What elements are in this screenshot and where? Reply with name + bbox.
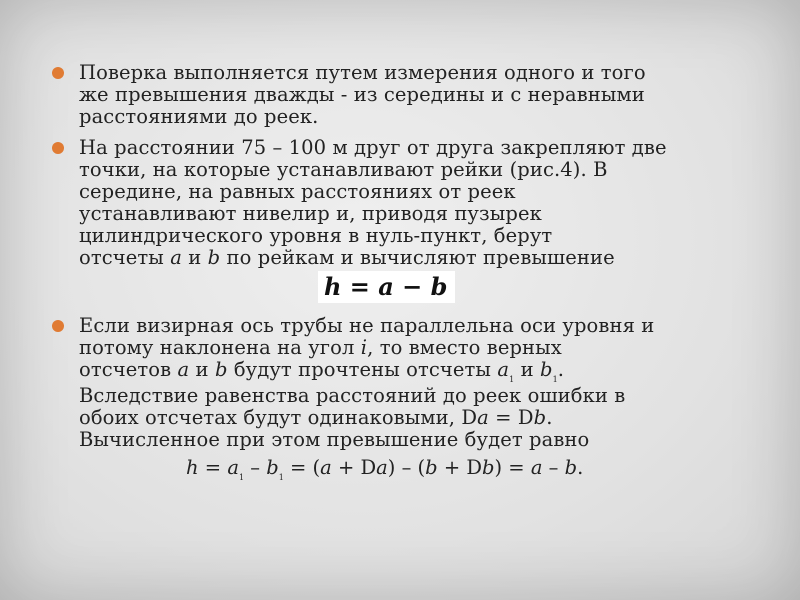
bullet-icon	[52, 320, 64, 332]
text-line: устанавливают нивелир и, приводя пузырек	[79, 202, 542, 225]
variable-b: b	[207, 246, 221, 269]
formula-part: ) =	[494, 456, 531, 479]
variable-b: b	[214, 358, 228, 381]
text-line: цилиндрического уровня в нуль-пункт, берут	[79, 224, 553, 247]
formula-part: a	[530, 456, 543, 479]
text-line: Вычисленное при этом превышение будет равно	[79, 428, 590, 451]
formula-part: a	[376, 456, 388, 479]
text-line: На расстоянии 75 – 100 м друг от друга закрепляют две	[79, 136, 667, 159]
text-fragment: и	[189, 358, 215, 381]
bullet-icon	[52, 142, 64, 154]
subscript: 1	[238, 473, 245, 482]
formula-part: –	[542, 456, 565, 479]
formula-part: h	[186, 456, 199, 479]
formula-part: a	[320, 456, 332, 479]
text-line: Поверка выполняется путем измерения одного и того	[79, 61, 646, 84]
variable-a: а	[177, 358, 190, 381]
formula-image: h = a − b	[318, 271, 455, 303]
subscript: 1	[278, 473, 284, 482]
variable-a: а	[170, 246, 182, 269]
text-line: расстояниями до реек.	[79, 105, 319, 128]
bullet-paragraph-1	[46, 62, 746, 128]
formula-part: b	[425, 456, 438, 479]
text-line: же превышения дважды - из середины и с неравными	[79, 83, 645, 106]
text-line: Вследствие равенства расстояний до реек ошибки в	[79, 384, 626, 407]
formula-part: –	[244, 456, 267, 479]
variable-i: i	[360, 336, 368, 359]
text-fragment: отсчетов	[79, 358, 178, 381]
bullet-paragraph-3	[46, 315, 746, 451]
formula-part: ) – (	[387, 456, 426, 479]
slide-body	[46, 62, 746, 483]
bullet-icon	[52, 67, 64, 79]
final-formula	[46, 457, 746, 483]
text-fragment: потому наклонена на угол	[79, 336, 361, 359]
text-fragment: , то вместо верных	[367, 336, 562, 359]
formula-part: = (	[283, 456, 321, 479]
text-fragment: обоих отсчетах будут одинаковыми, D	[79, 406, 478, 429]
variable-a: а	[477, 406, 489, 429]
text-fragment: отсчеты	[79, 246, 171, 269]
bullet-paragraph-2	[46, 137, 746, 269]
text-fragment: и	[181, 246, 208, 269]
text-fragment: по рейкам и вычисляют превышение	[220, 246, 615, 269]
text-line: середине, на равных расстояниях от реек	[79, 180, 516, 203]
formula-part: + D	[437, 456, 483, 479]
variable-b1: b	[540, 358, 553, 381]
subscript: 1	[509, 375, 515, 384]
text-line: Если визирная ось трубы не параллельна оси уровня и	[79, 314, 655, 337]
text-line: точки, на которые устанавливают рейки (рис.4). В	[79, 158, 608, 181]
formula-part: =	[198, 456, 228, 479]
variable-a1: а	[497, 358, 510, 381]
text-fragment: = D	[488, 406, 534, 429]
text-fragment: будут прочтены отсчеты	[227, 358, 498, 381]
variable-b: b	[533, 406, 547, 429]
formula-part: .	[577, 456, 584, 479]
text-fragment: .	[557, 358, 565, 381]
text-fragment: .	[546, 406, 553, 429]
text-fragment: и	[514, 358, 540, 381]
formula-part: b	[482, 456, 495, 479]
subscript: 1	[552, 375, 558, 384]
formula-part: + D	[331, 456, 377, 479]
formula-part: b	[266, 456, 279, 479]
formula-part: b	[564, 456, 578, 479]
formula-part: a	[227, 456, 239, 479]
